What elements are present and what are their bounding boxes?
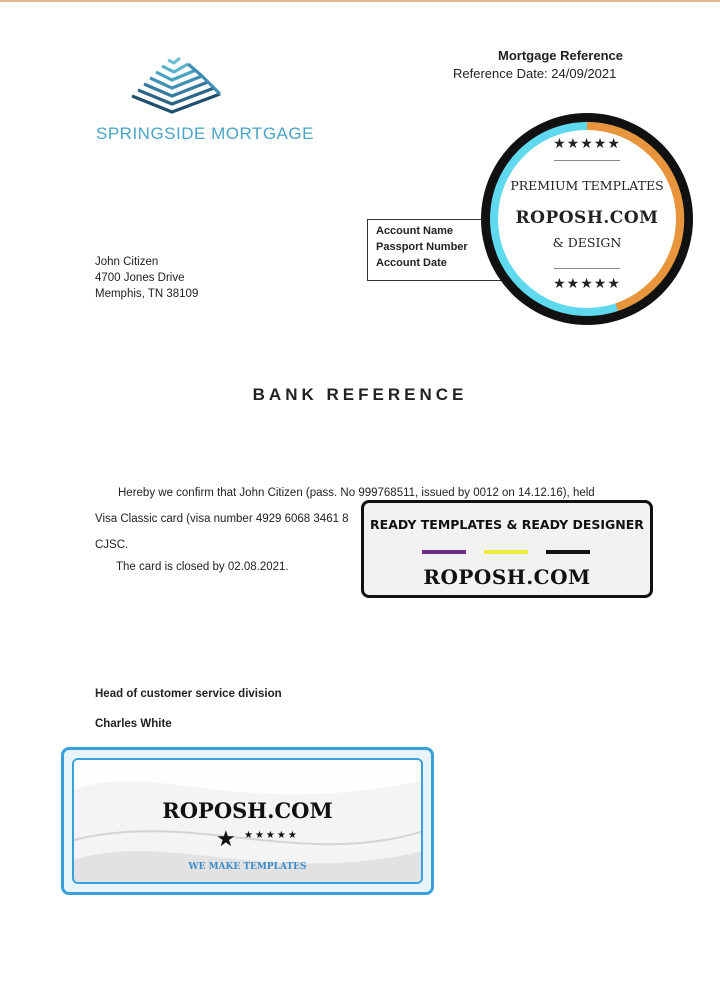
recipient-address (95, 254, 198, 302)
banner-bar-yellow (484, 550, 528, 554)
card-star-icon: ★ (216, 826, 236, 851)
body-line-4: The card is closed by 02.08.2021. (116, 561, 289, 573)
premium-templates-seal (478, 110, 696, 328)
seal-divider-top (554, 160, 620, 161)
ready-templates-banner (361, 500, 653, 598)
company-logo-text: SPRINGSIDE MORTGAGE (96, 124, 314, 143)
seal-stars-top: ★★★★★ (553, 136, 621, 152)
seal-stars-bottom: ★★★★★ (553, 276, 621, 292)
reference-date-label: Reference Date: (453, 66, 548, 81)
seal-divider-bottom (554, 268, 620, 269)
banner-heading: READY TEMPLATES & READY DESIGNER (370, 517, 644, 532)
body-line-2: Visa Classic card (visa number 4929 6068 3461 8 (95, 513, 349, 525)
recipient-name: John Citizen (95, 256, 159, 268)
top-border-line (0, 0, 720, 2)
document-title: BANK REFERENCE (252, 385, 468, 404)
seal-line-design: & DESIGN (552, 235, 622, 250)
banner-bar-black (546, 550, 590, 554)
card-brand: ROPOSH.COM (162, 798, 333, 823)
reference-date-value: 24/09/2021 (551, 66, 617, 81)
document-type-heading: Mortgage Reference (498, 48, 623, 63)
recipient-street: 4700 Jones Drive (95, 272, 185, 284)
account-date-label: Account Date (376, 257, 447, 269)
signatory-position: Head of customer service division (95, 688, 282, 700)
stepped-pyramid-logo-icon (128, 52, 224, 114)
banner-color-bars (422, 550, 590, 555)
card-tagline: WE MAKE TEMPLATES (188, 862, 307, 872)
banner-brand: ROPOSH.COM (423, 565, 591, 589)
banner-bar-purple (422, 550, 466, 554)
card-stars: ★★★★★ (244, 830, 299, 841)
body-line-3: CJSC. (95, 539, 129, 551)
card-inner-panel (72, 758, 423, 884)
account-name-label: Account Name (376, 225, 454, 237)
passport-number-label: Passport Number (376, 241, 468, 253)
seal-line-premium: PREMIUM TEMPLATES (510, 178, 664, 193)
recipient-city: Memphis, TN 38109 (95, 288, 199, 300)
body-line-1: Hereby we confirm that John Citizen (pass. No 999768511, issued by 0012 on 14.12.16), held (118, 487, 595, 499)
signatory-name: Charles White (95, 718, 172, 730)
seal-brand: ROPOSH.COM (515, 208, 659, 228)
we-make-templates-card (61, 747, 434, 895)
reference-date (453, 66, 616, 81)
